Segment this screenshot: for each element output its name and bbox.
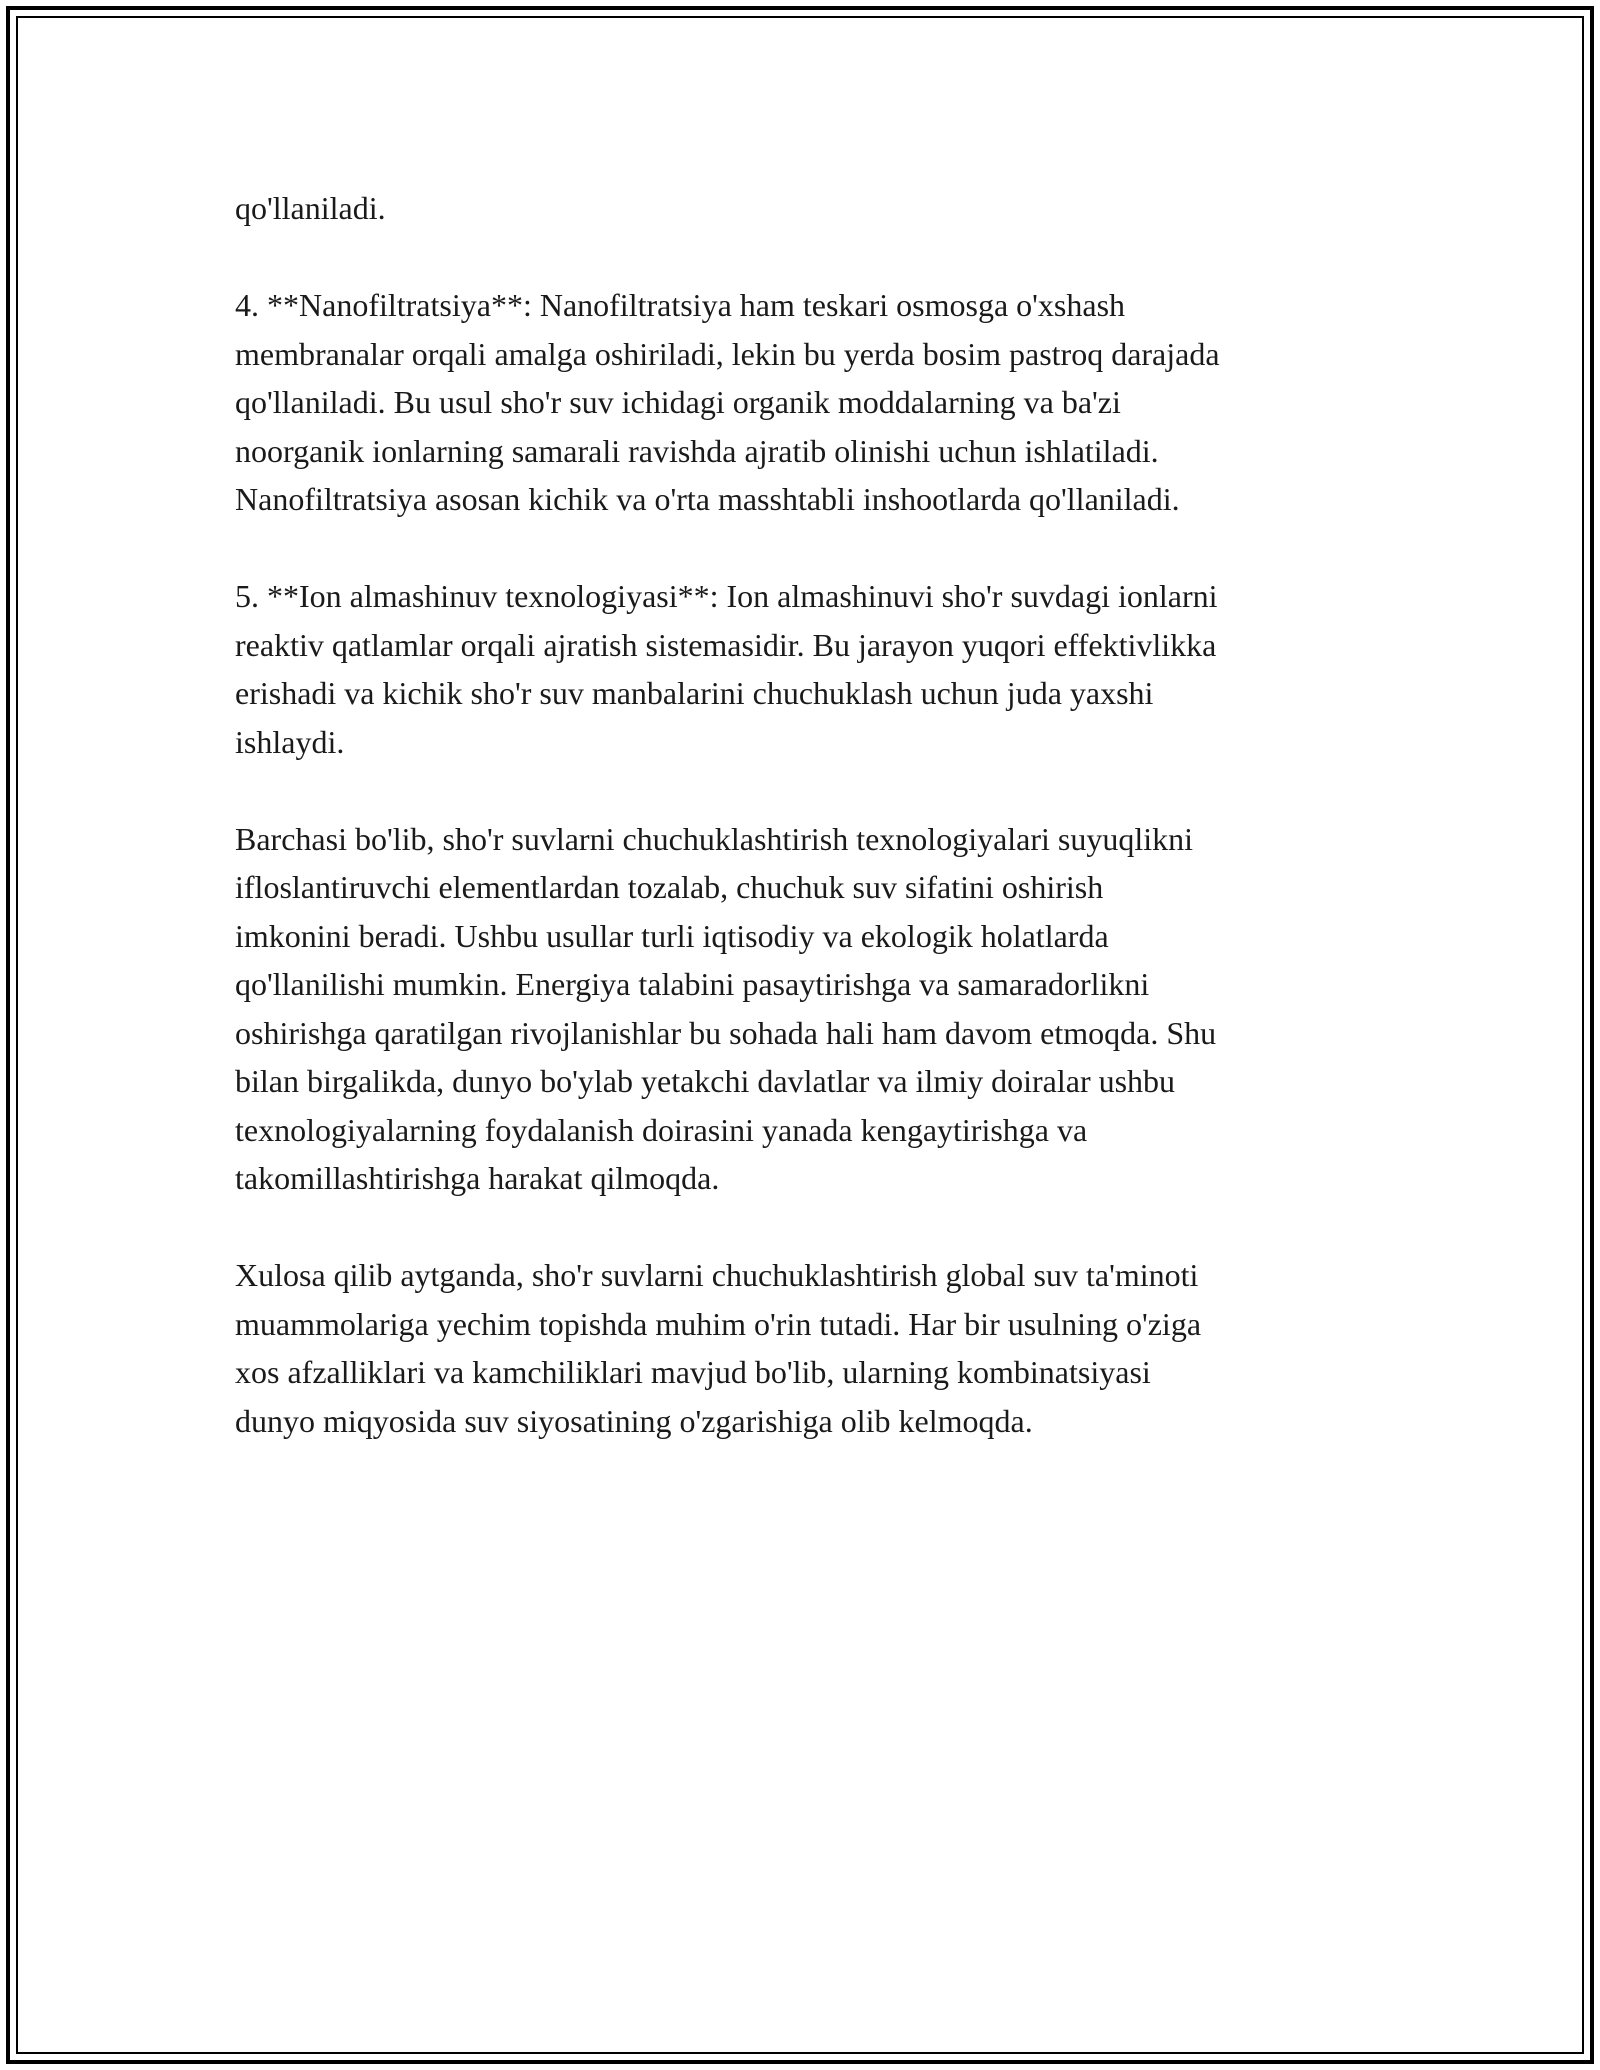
paragraph-continuation: qo'llaniladi. (235, 190, 386, 226)
paragraph-overview: Barchasi bo'lib, sho'r suvlarni chuchuklashtirish texnologiyalari suyuqlikni ifloslantiruvchi elementlardan tozalab, chuchuk suv sifatini oshirish imkonini beradi. Ushbu usullar turli iqtisodiy va ekologik holatlarda qo'llanilishi mumkin. Energiya talabini pasaytirishga va samaradorlikni oshirishga qaratilgan rivojlanishlar bu sohada hali ham davom etmoqda. Shu bilan birgalikda, dunyo bo'ylab yetakchi davlatlar va ilmiy doiralar ushbu texnologiyalarning foydalanish doirasini yanada kengaytirishga va takomillashtirishga harakat qilmoqda. (235, 820, 1217, 1196)
paragraph-conclusion: Xulosa qilib aytganda, sho'r suvlarni chuchuklashtirish global suv ta'minoti muammolariga yechim topishda muhim o'rin tutadi. Har bir usulning o'ziga xos afzalliklari va kamchiliklari mavjud bo'lib, ularning kombinatsiyasi dunyo miqyosida suv siyosatining o'zgarishiga olib kelmoqda. (235, 1257, 1202, 1439)
document-body (235, 184, 1375, 1494)
paragraph-nanofiltration: 4. **Nanofiltratsiya**: Nanofiltratsiya ham teskari osmosga o'xshash membranalar orqali amalga oshiriladi, lekin bu yerda bosim pastroq darajada qo'llaniladi. Bu usul sho'r suv ichidagi organik moddalarning va ba'zi noorganik ionlarning samarali ravishda ajratib olinishi uchun ishlatiladi. Nanofiltratsiya asosan kichik va o'rta masshtabli inshootlarda qo'llaniladi. (235, 287, 1220, 517)
paragraph-ion-exchange: 5. **Ion almashinuv texnologiyasi**: Ion almashinuvi sho'r suvdagi ionlarni reaktiv qatlamlar orqali ajratish sistemasidir. Bu jarayon yuqori effektivlikka erishadi va kichik sho'r suv manbalarini chuchuklash uchun juda yaxshi ishlaydi. (235, 578, 1218, 760)
